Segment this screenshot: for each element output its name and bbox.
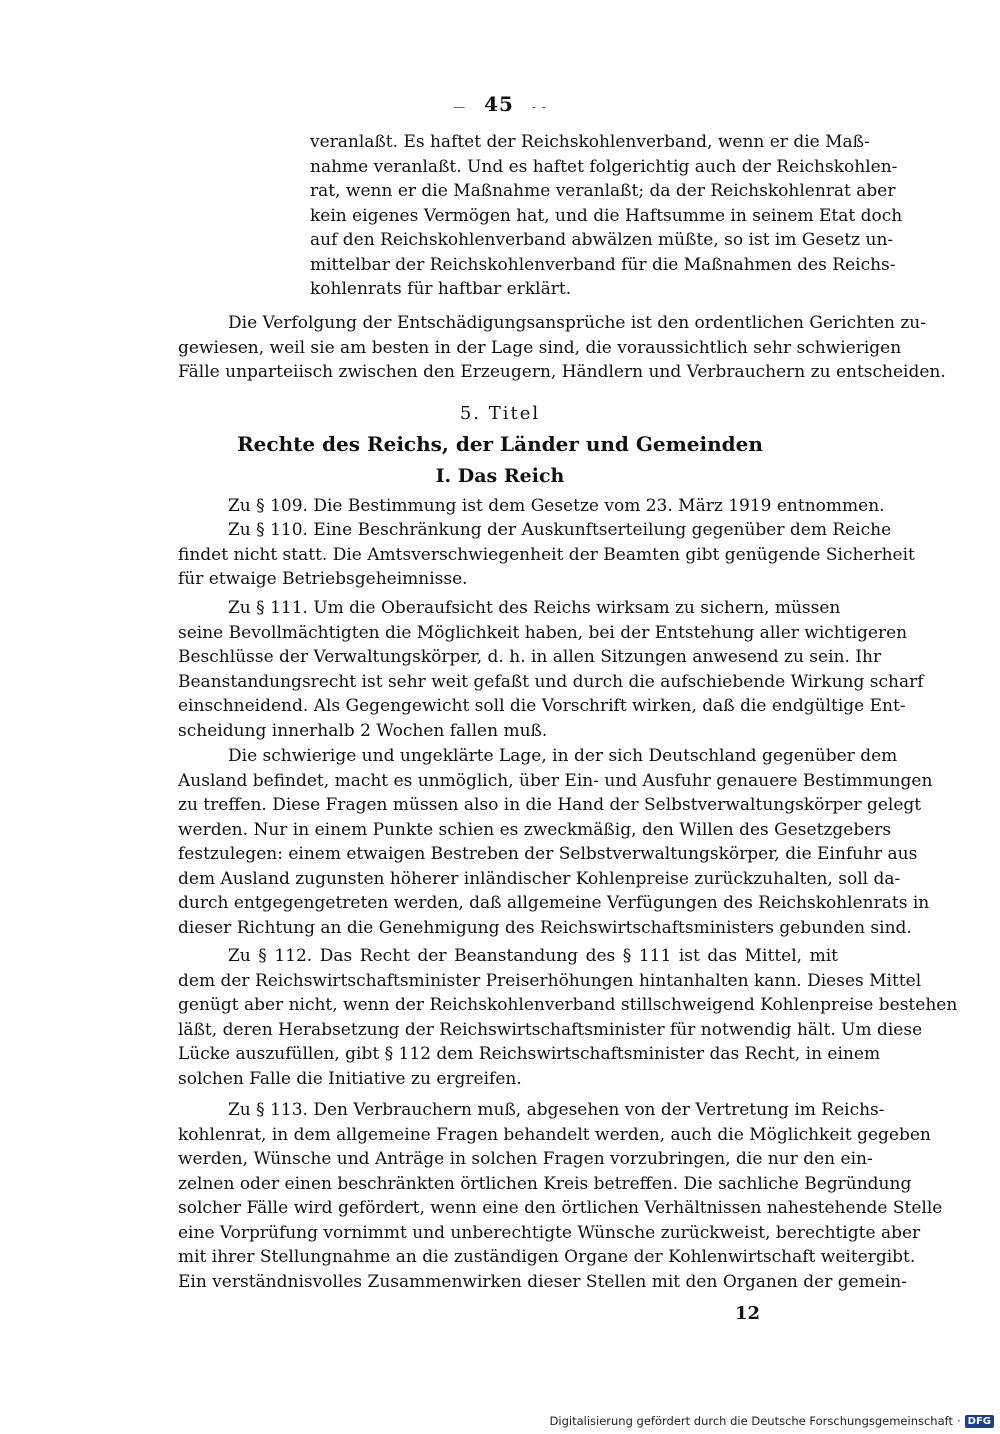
page-number-dash-left: — — [453, 100, 467, 114]
text-line: Ein verständnisvolles Zusammenwirken dieser Stellen mit den Organen der gemein- — [178, 1271, 907, 1292]
text-line: Beanstandungsrecht ist sehr weit gefaßt und durch die aufschiebende Wirkung scharf — [178, 671, 924, 692]
text-line: Lücke auszufüllen, gibt § 112 dem Reichswirtschaftsminister das Recht, in einem — [178, 1044, 881, 1064]
paragraph-110 — [178, 518, 915, 592]
text-line: solcher Fälle wird gefördert, wenn eine den örtlichen Verhältnissen nahestehende Stelle — [178, 1198, 943, 1218]
text-line: dem der Reichswirtschaftsminister Preiserhöhungen hintanhalten kann. Dieses Mittel — [178, 970, 922, 991]
paragraph-113 — [178, 1098, 943, 1294]
text-line: kein eigenes Vermögen hat, und die Haftsumme in seinem Etat doch — [310, 205, 903, 226]
text-line: für etwaige Betriebsgeheimnisse. — [178, 569, 468, 589]
text-line: findet nicht statt. Die Amtsverschwiegenheit der Beamten gibt genügende Sicherheit — [178, 544, 915, 565]
text-line: dem Ausland zugunsten höherer inländischer Kohlenpreise zurückzuhalten, soll da- — [178, 868, 901, 889]
text-line: nahme veranlaßt. Und es haftet folgerichtig auch der Reichskohlen- — [310, 156, 898, 177]
text-line: Fälle unparteiisch zwischen den Erzeugern, Händlern und Verbrauchern zu entscheiden. — [178, 362, 946, 382]
block-1 — [310, 130, 903, 302]
text-line: eine Vorprüfung vornimmt und unberechtigte Wünsche zurückweist, berechtigte aber — [178, 1222, 921, 1243]
text-line: genügt aber nicht, wenn der Reichskohlenverband stillschweigend Kohlenpreise bestehen — [178, 995, 958, 1015]
page-number-value: 45 — [484, 92, 514, 116]
paragraph-111-continued — [178, 744, 933, 940]
signature-mark: 12 — [735, 1303, 761, 1324]
text-line: rat, wenn er die Maßnahme veranlaßt; da der Reichskohlenrat aber — [310, 181, 896, 201]
section-title-label: 5. Titel — [459, 403, 541, 424]
text-line: veranlaßt. Es haftet der Reichskohlenverband, wenn er die Maß- — [310, 132, 870, 152]
text-line: Die Verfolgung der Entschädigungsansprüche ist den ordentlichen Gerichten zu- — [228, 313, 926, 333]
text-line: Zu § 111. Um die Oberaufsicht des Reichs wirksam zu sichern, müssen — [228, 598, 841, 618]
paragraph-111 — [178, 596, 924, 743]
text-line: Die schwierige und ungeklärte Lage, in der sich Deutschland gegenüber dem — [228, 746, 898, 766]
text-line: scheidung innerhalb 2 Wochen fallen muß. — [178, 720, 548, 741]
text-line: werden. Nur in einem Punkte schien es zweckmäßig, den Willen des Gesetzgebers — [178, 819, 892, 840]
text-line: Zu § 113. Den Verbrauchern muß, abgesehen von der Vertretung im Reichs- — [228, 1100, 885, 1120]
paragraph-109 — [178, 494, 885, 519]
text-line: seine Bevollmächtigten die Möglichkeit haben, bei der Entstehung aller wichtigeren — [178, 622, 908, 643]
section-heading: Rechte des Reichs, der Länder und Gemeinden — [237, 432, 763, 456]
text-line: einschneidend. Als Gegengewicht soll die Vorschrift wirken, daß die endgültige Ent- — [178, 696, 906, 716]
text-line: dieser Richtung an die Genehmigung des Reichswirtschaftsministers gebunden sind. — [178, 917, 912, 938]
section-subheading: I. Das Reich — [435, 465, 565, 487]
text-line: festzulegen: einem etwaigen Bestreben der Selbstverwaltungskörper, die Einfuhr aus — [178, 844, 918, 864]
text-line: Zu § 109. Die Bestimmung ist dem Gesetze vom 23. März 1919 entnommen. — [228, 496, 885, 516]
text-line: mit ihrer Stellungnahme an die zuständigen Organe der Kohlenwirtschaft weitergibt. — [178, 1247, 916, 1267]
footer — [550, 1414, 994, 1428]
text-line: läßt, deren Herabsetzung der Reichswirtschaftsminister für notwendig hält. Um diese — [178, 1019, 923, 1040]
footer-separator: · — [957, 1414, 961, 1428]
text-line: kohlenrat, in dem allgemeine Fragen behandelt werden, auch die Möglichkeit gegeben — [178, 1124, 931, 1145]
text-line: gewiesen, weil sie am besten in der Lage sind, die voraussichtlich sehr schwierigen — [178, 337, 902, 358]
paragraph-112 — [178, 944, 958, 1091]
text-line: solchen Falle die Initiative zu ergreifen. — [178, 1068, 522, 1089]
text-line: zu treffen. Diese Fragen müssen also in die Hand der Selbstverwaltungskörper gelegt — [178, 795, 922, 815]
text-line: Ausland befindet, macht es unmöglich, über Ein- und Ausfuhr genauere Bestimmungen — [178, 770, 933, 791]
text-line: kohlenrats für haftbar erklärt. — [310, 279, 572, 299]
footer-text: Digitalisierung gefördert durch die Deutsche Forschungsgemeinschaft — [549, 1414, 953, 1428]
text-line: mittelbar der Reichskohlenverband für die Maßnahmen des Reichs- — [310, 254, 896, 275]
page-number — [0, 92, 1000, 116]
text-line: zelnen oder einen beschränkten örtlichen Kreis betreffen. Die sachliche Begründung — [178, 1173, 912, 1194]
text-line: Zu § 112. Das Recht der Beanstandung des § 111 ist das Mittel, mit — [228, 946, 838, 966]
text-line: werden, Wünsche und Anträge in solchen Fragen vorzubringen, die nur den ein- — [178, 1149, 873, 1169]
dfg-logo-icon: DFG — [965, 1415, 994, 1428]
page-number-dash-right: - - — [531, 100, 547, 114]
text-line: auf den Reichskohlenverband abwälzen müßte, so ist im Gesetz un- — [310, 230, 894, 250]
text-line: durch entgegengetreten werden, daß allgemeine Verfügungen des Reichskohlenrats in — [178, 893, 930, 913]
block-2 — [178, 311, 946, 385]
text-line: Zu § 110. Eine Beschränkung der Auskunftserteilung gegenüber dem Reiche — [228, 520, 892, 540]
text-line: Beschlüsse der Verwaltungskörper, d. h. in allen Sitzungen anwesend zu sein. Ihr — [178, 647, 882, 667]
